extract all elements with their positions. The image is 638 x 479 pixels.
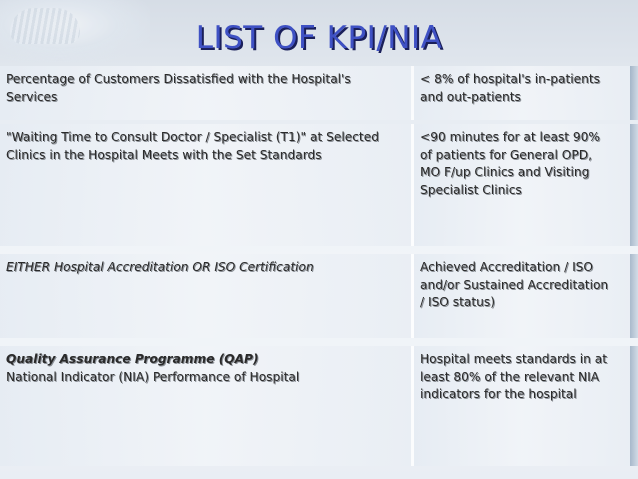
kpi-row	[0, 124, 638, 246]
kpi-line: "Waiting Time to Consult Doctor / Specialist (T1)" at Selected	[6, 130, 379, 144]
target-cell	[414, 66, 630, 120]
row-edge	[630, 124, 638, 246]
kpi-line: National Indicator (NIA) Performance of Hospital	[6, 369, 300, 384]
kpi-cell	[0, 346, 411, 466]
row-edge	[630, 66, 638, 120]
target-line: and/or Sustained Accreditation	[420, 277, 609, 292]
target-cell	[414, 124, 630, 246]
target-line: Hospital meets standards in at	[420, 352, 607, 366]
kpi-row	[0, 254, 638, 338]
target-line: < 8% of hospital's in-patients	[420, 72, 601, 86]
kpi-cell	[0, 124, 411, 246]
row-edge	[630, 346, 638, 466]
target-line: indicators for the hospital	[420, 387, 577, 401]
target-line: of patients for General OPD,	[420, 147, 592, 162]
kpi-line: Percentage of Customers Dissatisfied with the Hospital's	[6, 72, 351, 86]
target-line: least 80% of the relevant NIA	[420, 369, 600, 384]
kpi-cell	[0, 66, 411, 120]
slide-title: LIST OF KPI/NIA	[195, 20, 443, 56]
row-edge	[630, 254, 638, 338]
target-cell	[414, 254, 630, 338]
kpi-row	[0, 346, 638, 466]
target-line: and out-patients	[420, 89, 521, 104]
target-line: <90 minutes for at least 90%	[420, 130, 600, 144]
kpi-row	[0, 66, 638, 120]
target-line: / ISO status)	[420, 295, 495, 309]
target-line: Specialist Clinics	[420, 182, 522, 197]
kpi-line: Quality Assurance Programme (QAP)	[6, 352, 259, 366]
kpi-line: Services	[6, 89, 58, 104]
target-cell	[414, 346, 630, 466]
target-line: Achieved Accreditation / ISO	[420, 260, 594, 274]
kpi-cell	[0, 254, 411, 338]
target-line: MO F/up Clinics and Visiting	[420, 165, 590, 179]
kpi-line: EITHER Hospital Accreditation OR ISO Certification	[6, 260, 314, 274]
kpi-line: Clinics in the Hospital Meets with the Set Standards	[6, 147, 322, 162]
